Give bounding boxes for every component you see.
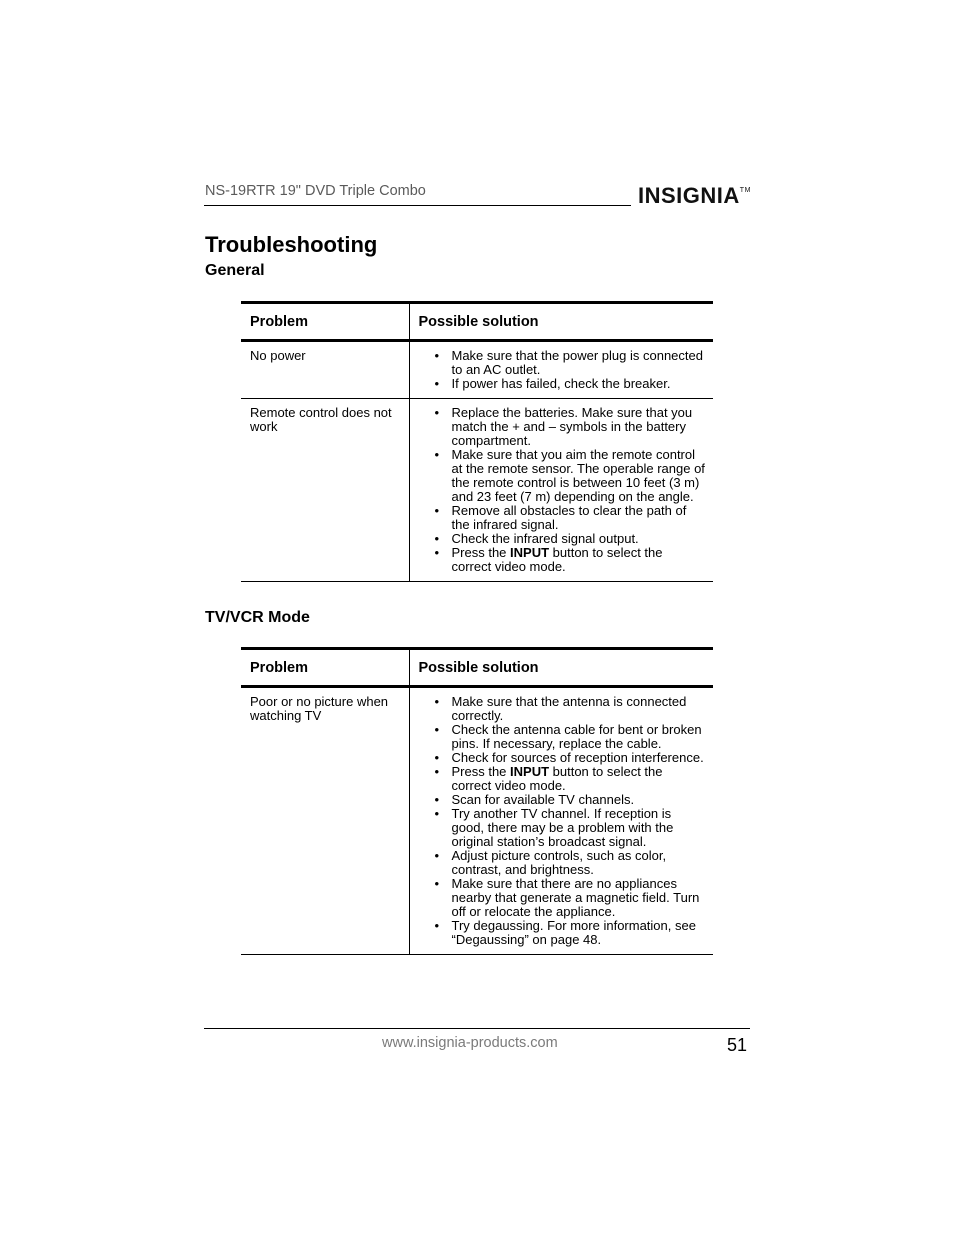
table-row <box>241 687 713 955</box>
solution-list <box>410 695 714 947</box>
page-number: 51 <box>727 1035 748 1055</box>
solution-item: • Check for sources of reception interference. <box>410 751 714 765</box>
solution-item: • Make sure that you aim the remote control at the remote sensor. The operable range of the remote control is between 10 feet (3 m) and 23 feet (7 m) depending on the angle. <box>410 448 714 504</box>
insignia-logo <box>638 183 751 209</box>
solution-item: • Try another TV channel. If reception is good, there may be a problem with the original station’s broadcast signal. <box>410 807 714 849</box>
solution-item: • Check the infrared signal output. <box>410 532 714 546</box>
solution-list <box>410 349 714 391</box>
solution-item: • Scan for available TV channels. <box>410 793 714 807</box>
solution-item: • If power has failed, check the breaker. <box>410 377 714 391</box>
problem-cell: Remote control does not work <box>241 399 409 582</box>
table-body <box>241 341 713 582</box>
section-heading-tv-vcr-mode: TV/VCR Mode <box>205 609 310 626</box>
solution-item: • Make sure that the antenna is connected correctly. <box>410 695 714 723</box>
column-header-problem: Problem <box>241 303 409 341</box>
table-header-row <box>241 303 713 341</box>
problem-cell: Poor or no picture when watching TV <box>241 687 409 955</box>
table-header-row <box>241 649 713 687</box>
header-rule <box>204 205 631 206</box>
solution-list <box>410 406 714 574</box>
column-header-solution: Possible solution <box>409 303 713 341</box>
solution-cell <box>409 687 713 955</box>
general-troubleshooting-table <box>241 301 713 582</box>
solution-item: • Make sure that there are no appliances nearby that generate a magnetic field. Turn off or relocate the appliance. <box>410 877 714 919</box>
solution-item: • Press the INPUT button to select the correct video mode. <box>410 765 714 793</box>
solution-item: • Replace the batteries. Make sure that you match the + and – symbols in the battery compartment. <box>410 406 714 448</box>
solution-cell <box>409 341 713 399</box>
solution-item: • Check the antenna cable for bent or broken pins. If necessary, replace the cable. <box>410 723 714 751</box>
solution-item: • Try degaussing. For more information, see “Degaussing” on page 48. <box>410 919 714 947</box>
section-heading-general: General <box>205 262 265 279</box>
logo-text: INSIGNIA <box>638 183 740 208</box>
solution-item: • Adjust picture controls, such as color, contrast, and brightness. <box>410 849 714 877</box>
column-header-solution: Possible solution <box>409 649 713 687</box>
column-header-problem: Problem <box>241 649 409 687</box>
footer-url: www.insignia-products.com <box>382 1035 558 1051</box>
solution-cell <box>409 399 713 582</box>
logo-tm: TM <box>739 187 751 194</box>
solution-item: • Press the INPUT button to select the correct video mode. <box>410 546 714 574</box>
page-title: Troubleshooting <box>205 232 378 257</box>
table-body <box>241 687 713 955</box>
solution-item: • Make sure that the power plug is connected to an AC outlet. <box>410 349 714 377</box>
header-title: NS-19RTR 19" DVD Triple Combo <box>205 183 426 199</box>
footer-rule <box>204 1028 750 1029</box>
problem-cell: No power <box>241 341 409 399</box>
table-row <box>241 399 713 582</box>
tv-vcr-troubleshooting-table <box>241 647 713 955</box>
table-row <box>241 341 713 399</box>
solution-item: • Remove all obstacles to clear the path of the infrared signal. <box>410 504 714 532</box>
